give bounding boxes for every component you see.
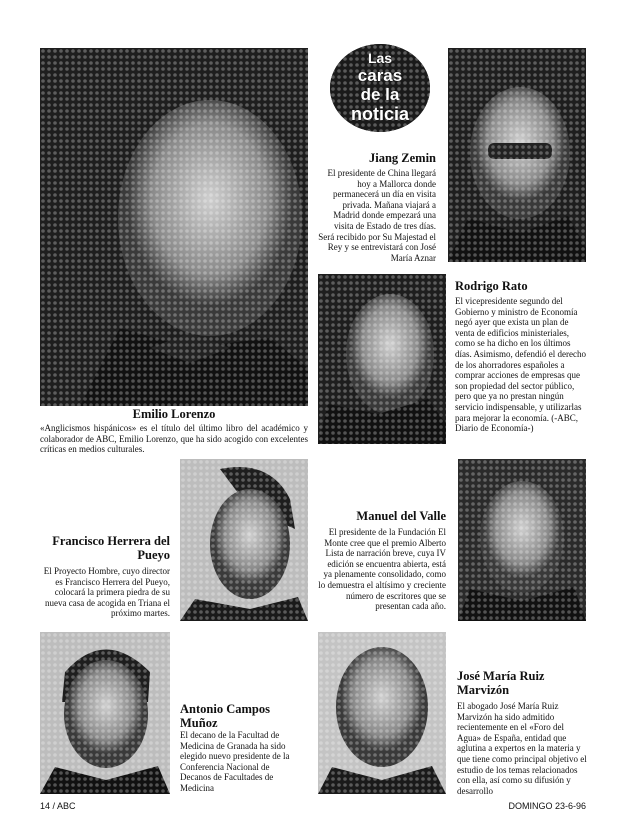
- name-antonio-campos: Antonio Campos Muñoz: [180, 702, 270, 730]
- name-jose-maria-ruiz: José María Ruiz Marvizón: [457, 669, 545, 697]
- badge-line3: de la: [360, 85, 400, 104]
- text-jose-maria-ruiz: El abogado José María Ruiz Marvizón ha sido admitido recientemente en el «Foro del Agua» de España, entidad que aglutina a expertos en la materia y que tiene como principal objetivo el estudio de los temas relacionados con ella, así como su difusión y desarrollo: [457, 701, 587, 796]
- name-jiang-zemin: Jiang Zemin: [368, 151, 436, 165]
- portrait-francisco-herrera: [180, 459, 308, 621]
- portrait-antonio-campos: [40, 632, 170, 794]
- photo-rodrigo-rato: [318, 274, 446, 444]
- text-emilio-lorenzo: «Anglicismos hispánicos» es el título del último libro del académico y colaborador de ABC, Emilio Lorenzo, que ha sido acogido con excelentes críticas en medios culturales.: [40, 423, 308, 455]
- badge-line4: noticia: [350, 104, 409, 124]
- photo-manuel-del-valle: [458, 459, 586, 621]
- portrait-jose-maria-ruiz: [318, 632, 446, 794]
- name-rodrigo-rato: Rodrigo Rato: [455, 279, 528, 293]
- photo-jiang-zemin: [448, 48, 586, 262]
- text-manuel-del-valle: El presidente de la Fundación El Monte cree que el premio Alberto Lista de narración breve, cuya IV edición se encuentra abierta, está ya plenamente consolidado, como lo demuestra el altísimo y creciente número de escritores que se presentan cada año.: [318, 527, 446, 612]
- text-francisco-herrera: El Proyecto Hombre, cuyo director es Francisco Herrera del Pueyo, colocará la primera piedra de su nueva casa de acogida en Triana el próximo martes.: [43, 566, 170, 619]
- badge-line1: Las: [367, 50, 393, 66]
- photo-antonio-campos: [40, 632, 170, 794]
- issue-date: DOMINGO 23-6-96: [508, 801, 586, 811]
- portrait-emilio-lorenzo: [40, 48, 308, 406]
- badge-line2: caras: [357, 66, 403, 85]
- portrait-rodrigo-rato: [318, 274, 446, 444]
- portrait-manuel-del-valle: [458, 459, 586, 621]
- photo-francisco-herrera: [180, 459, 308, 621]
- portrait-jiang-zemin: [448, 48, 586, 262]
- photo-emilio-lorenzo: [40, 48, 308, 406]
- text-rodrigo-rato: El vicepresidente segundo del Gobierno y ministro de Economía negó ayer que exista un plan de venta de edificios ministeriales, como se ha dicho en los últimos días. Asimismo, defendió el derecho de los ahorradores españoles a comprar acciones de empresas que son propiedad del sector público, pero que ya no prestan ningún servicio indispensable, y utilizarlas para mejorar la economía. (-ABC, Diario de Economía-): [455, 296, 586, 434]
- circle-badge: [330, 44, 430, 132]
- text-antonio-campos: El decano de la Facultad de Medicina de Granada ha sido elegido nuevo presidente de la Conferencia Nacional de Decanos de Facultades de Medicina: [180, 730, 290, 793]
- name-emilio-lorenzo: Emilio Lorenzo: [132, 407, 216, 421]
- page-number: 14 / ABC: [40, 801, 76, 811]
- text-jiang-zemin: El presidente de China llegará hoy a Mallorca donde permanecerá un día en visita privada. Mañana viajará a Madrid donde empezará una visita de Estado de tres días. Será recibido por Su Majestad el Rey y se entrevistará con José María Aznar: [318, 168, 436, 263]
- photo-jose-maria-ruiz: [318, 632, 446, 794]
- name-francisco-herrera: Francisco Herrera del Pueyo: [52, 534, 170, 562]
- name-manuel-del-valle: Manuel del Valle: [356, 509, 446, 523]
